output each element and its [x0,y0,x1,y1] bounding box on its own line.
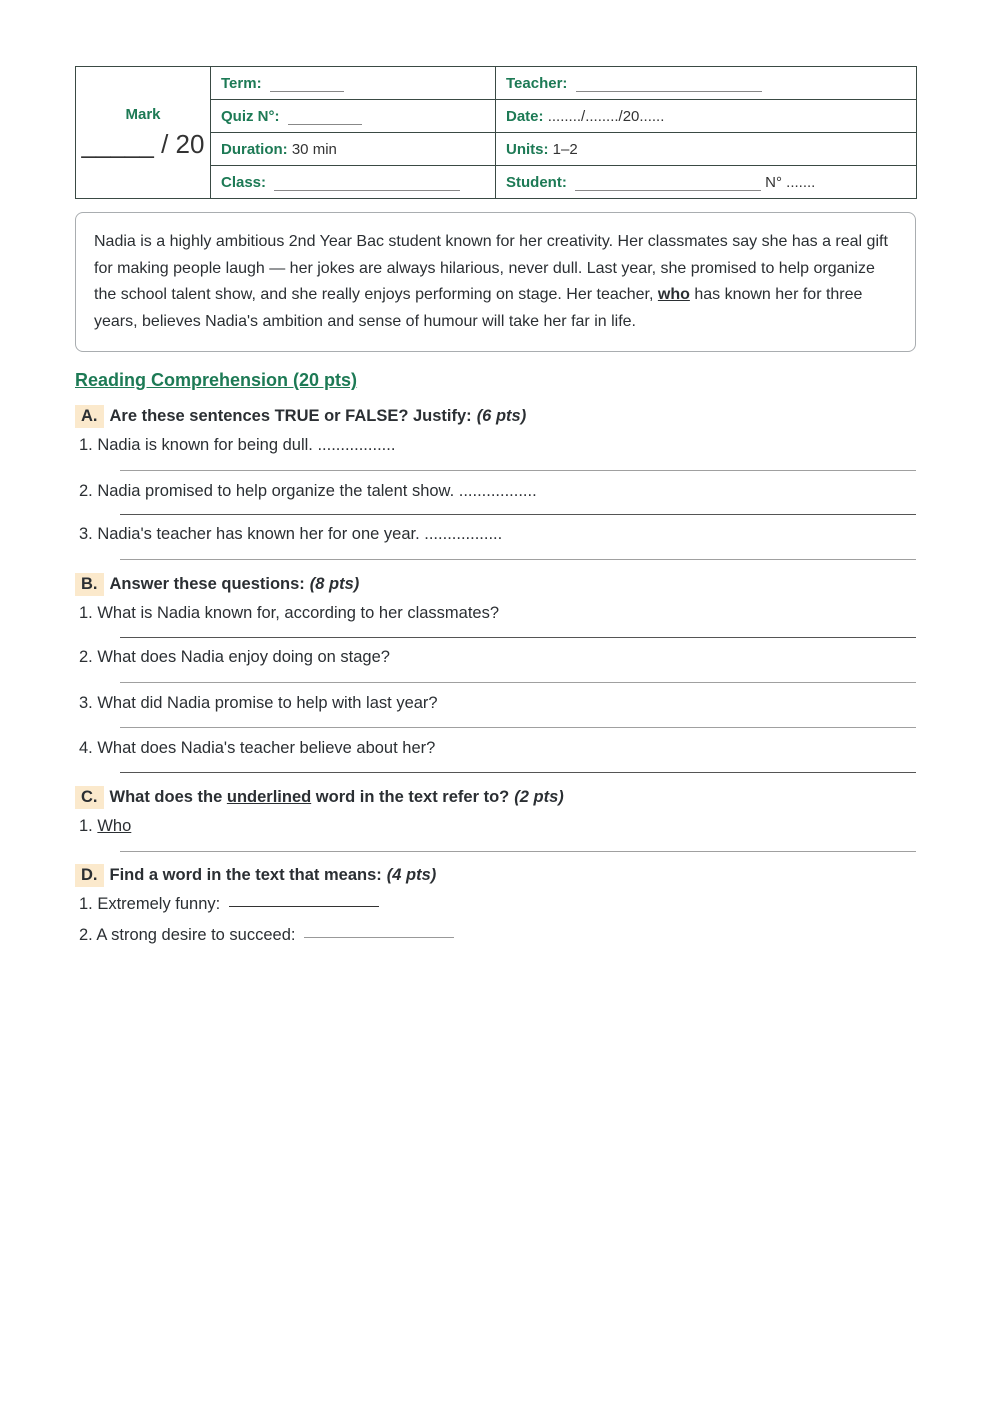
quiz-cell [211,100,496,133]
section-c-badge: C. [75,786,104,809]
answer-line-a3[interactable] [120,558,916,560]
mark-label: Mark [125,105,161,123]
section-a-title: Are these sentences TRUE or FALSE? Justify: [109,407,472,425]
section-a-points: (6 pts) [476,407,527,425]
student-number[interactable]: N° ....... [765,173,816,191]
class-cell [211,166,496,199]
section-b-points: (8 pts) [309,575,360,593]
answer-line-c1[interactable] [120,850,916,852]
date-value[interactable]: ......../......../20...... [547,107,665,125]
section-b-title: Answer these questions: [109,575,305,593]
section-b-item-3: 3. What did Nadia promise to help with last year? [79,694,438,712]
units-value: 1–2 [552,140,578,158]
section-d-item-1 [75,895,916,914]
class-label: Class: [221,173,267,191]
section-d-badge: D. [75,864,104,887]
teacher-field[interactable] [576,75,762,92]
section-b-badge: B. [75,573,104,596]
mark-cell [76,67,211,199]
date-label: Date: [506,107,544,125]
section-a-badge: A. [75,405,104,428]
student-label: Student: [506,173,567,191]
section-c-heading [75,786,916,809]
student-field[interactable] [575,174,761,191]
passage-text-before: Nadia is a highly ambitious 2nd Year Bac student known for her creativity. Her classmates say she has a real gift for making people laugh — her jokes are always hilarious, never dull. Last year, she promised to help organize the school talent show, and she really enjoys performing on stage. Her teacher, [94,233,888,303]
section-a-heading [75,405,916,428]
section-d-title: Find a word in the text that means: [109,866,382,884]
section-b-heading [75,573,916,596]
section-b-item-1: 1. What is Nadia known for, according to her classmates? [79,604,500,622]
class-field[interactable] [274,174,460,191]
term-cell [211,67,496,100]
teacher-cell [496,67,917,100]
passage-text-after: has known her for three years, believes Nadia's ambition and sense of humour will take her far in life. [94,286,863,330]
units-label: Units: [506,140,549,158]
section-c-points: (2 pts) [514,788,564,806]
section-c-item-number: 1. [79,817,93,835]
teacher-label: Teacher: [506,74,568,92]
section-a-item-2: 2. Nadia promised to help organize the talent show. ................. [79,482,537,500]
quiz-label: Quiz N°: [221,107,280,125]
section-c-title-underlined: underlined [226,788,312,806]
section-c-title-before: What does the [109,788,223,806]
section-b-item-2: 2. What does Nadia enjoy doing on stage? [79,648,390,666]
answer-line-a1[interactable] [120,469,916,471]
answer-line-a2[interactable] [120,513,916,515]
section-c-item-1 [75,817,916,836]
answer-blank-d1[interactable] [229,905,379,907]
duration-label: Duration: [221,140,288,158]
section-d-item-1-label: 1. Extremely funny: [79,895,221,913]
passage-underlined-word: who [657,286,690,303]
header-table [75,66,917,199]
section-d-item-2 [75,926,916,945]
duration-value: 30 min [291,140,337,158]
answer-line-b3[interactable] [120,726,916,728]
quiz-page [75,66,916,945]
student-cell [496,166,917,199]
units-cell [496,133,917,166]
date-cell [496,100,917,133]
quiz-field[interactable] [288,108,362,125]
answer-blank-d2[interactable] [304,936,454,938]
section-c-item-word: Who [97,817,132,835]
section-d-points: (4 pts) [386,866,437,884]
answer-line-b4[interactable] [120,771,916,773]
answer-line-b1[interactable] [120,636,916,638]
section-a-item-1: 1. Nadia is known for being dull. ................. [79,436,396,454]
answer-line-b2[interactable] [120,681,916,683]
term-label: Term: [221,74,262,92]
section-c-title-after: word in the text refer to? [315,788,510,806]
reading-passage [75,212,916,352]
section-title: Reading Comprehension (20 pts) [75,370,358,390]
duration-cell [211,133,496,166]
section-d-heading [75,864,916,887]
section-b-item-4: 4. What does Nadia's teacher believe about her? [79,739,436,757]
mark-score: _____ / 20 [81,128,205,159]
section-d-item-2-label: 2. A strong desire to succeed: [79,926,296,944]
term-field[interactable] [270,75,344,92]
section-a-item-3: 3. Nadia's teacher has known her for one year. ................. [79,525,503,543]
